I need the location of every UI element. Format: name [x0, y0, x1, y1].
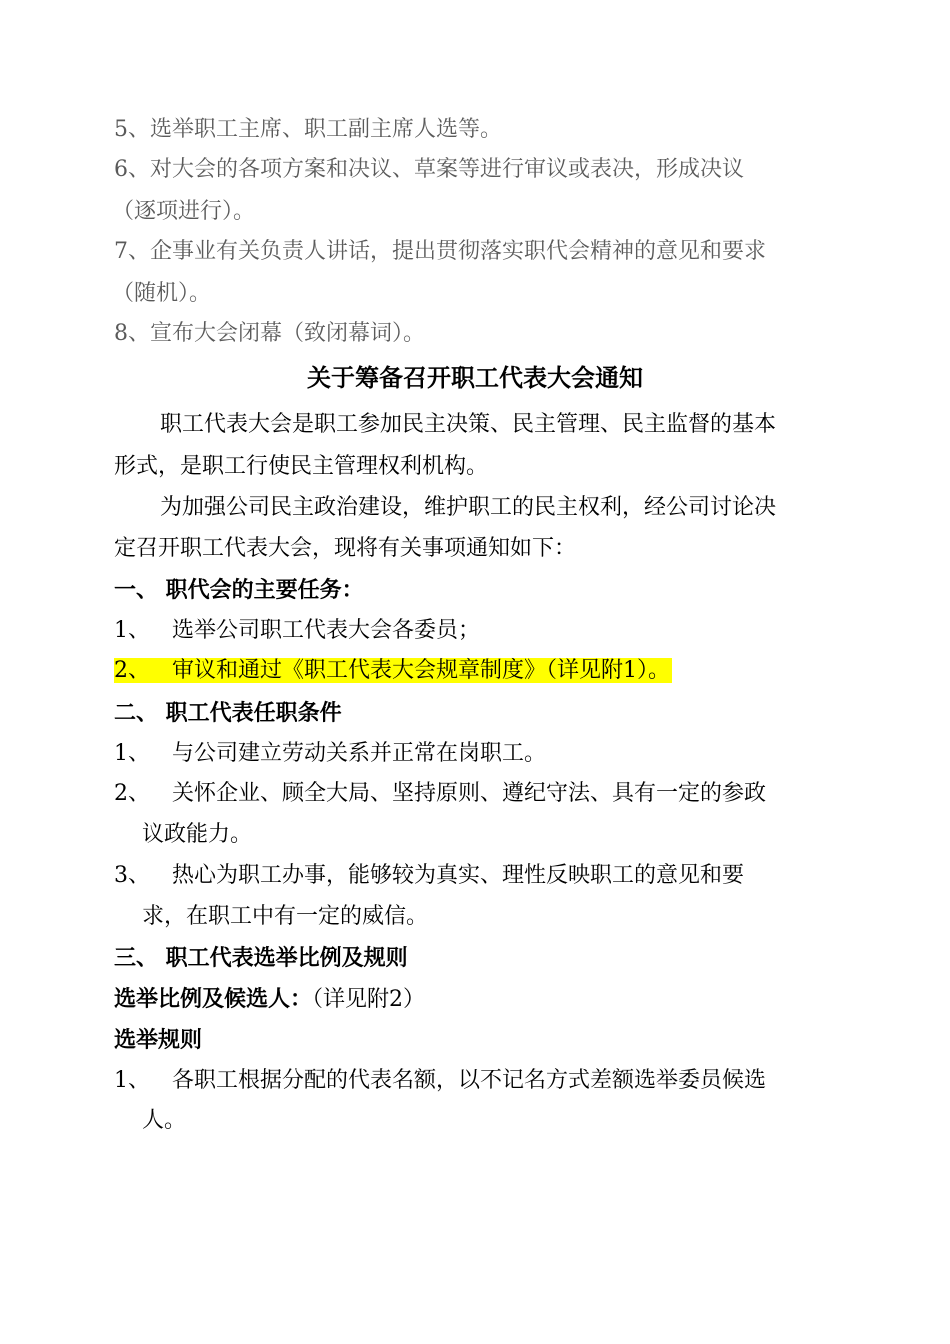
- agenda-item-7-cont: （随机）。: [112, 281, 212, 306]
- election-ratio-note: （详见附2）: [312, 987, 426, 1012]
- agenda-item-5: 5、选举职工主席、职工副主席人选等。: [114, 117, 502, 142]
- section1-heading: 一、 职代会的主要任务：: [114, 577, 364, 603]
- item-text: 选举公司职工代表大会各委员；: [172, 618, 481, 643]
- agenda-item-6-cont: （逐项进行）。: [112, 199, 256, 224]
- item-number: 2、: [114, 781, 150, 806]
- item-text: 关怀企业、顾全大局、坚持原则、遵纪守法、具有一定的参政: [172, 781, 767, 806]
- rules-item-1-cont: 人。: [142, 1108, 187, 1133]
- para2-line2: 定召开职工代表大会，现将有关事项通知如下：: [114, 536, 577, 561]
- section2-item-3: [114, 861, 744, 891]
- highlighted-item: [114, 658, 672, 683]
- item-number: 3、: [114, 863, 150, 888]
- election-rules-heading: 选举规则: [114, 1027, 203, 1053]
- item-text: 与公司建立劳动关系并正常在岗职工。: [172, 741, 547, 766]
- item-number: 1、: [114, 1068, 150, 1093]
- agenda-item-6: 6、对大会的各项方案和决议、草案等进行审议或表决，形成决议: [114, 157, 744, 182]
- section1-item-2: [114, 656, 672, 686]
- section2-item-1: [114, 739, 546, 769]
- item-text: 审议和通过《职工代表大会规章制度》（详见附1）。: [172, 658, 670, 683]
- item-number: 1、: [114, 741, 150, 766]
- section2-item-2: [114, 779, 766, 809]
- election-ratio-line: [114, 984, 425, 1015]
- item-number: 1、: [114, 618, 150, 643]
- agenda-item-8: 8、宣布大会闭幕（致闭幕词）。: [114, 321, 425, 346]
- section2-heading: 二、 职工代表任职条件: [114, 700, 342, 726]
- agenda-item-7: 7、企事业有关负责人讲话，提出贯彻落实职代会精神的意见和要求: [114, 239, 766, 264]
- rules-item-1: [114, 1066, 766, 1096]
- notice-title: 关于筹备召开职工代表大会通知: [307, 363, 643, 392]
- section2-item-2-cont: 议政能力。: [142, 822, 253, 847]
- section1-item-1: [114, 616, 480, 646]
- election-ratio-label: 选举比例及候选人：: [114, 986, 313, 1012]
- item-text: 热心为职工办事，能够较为真实、理性反映职工的意见和要: [172, 863, 745, 888]
- section2-item-3-cont: 求，在职工中有一定的威信。: [142, 904, 429, 929]
- section3-heading: 三、 职工代表选举比例及规则: [114, 945, 408, 971]
- item-number: 2、: [114, 658, 150, 683]
- para1-line2: 形式，是职工行使民主管理权利机构。: [114, 454, 489, 479]
- para2-line1: 为加强公司民主政治建设，维护职工的民主权利，经公司讨论决: [160, 495, 777, 520]
- para1-line1: 职工代表大会是职工参加民主决策、民主管理、民主监督的基本: [160, 412, 777, 437]
- item-text: 各职工根据分配的代表名额，以不记名方式差额选举委员候选: [172, 1068, 767, 1093]
